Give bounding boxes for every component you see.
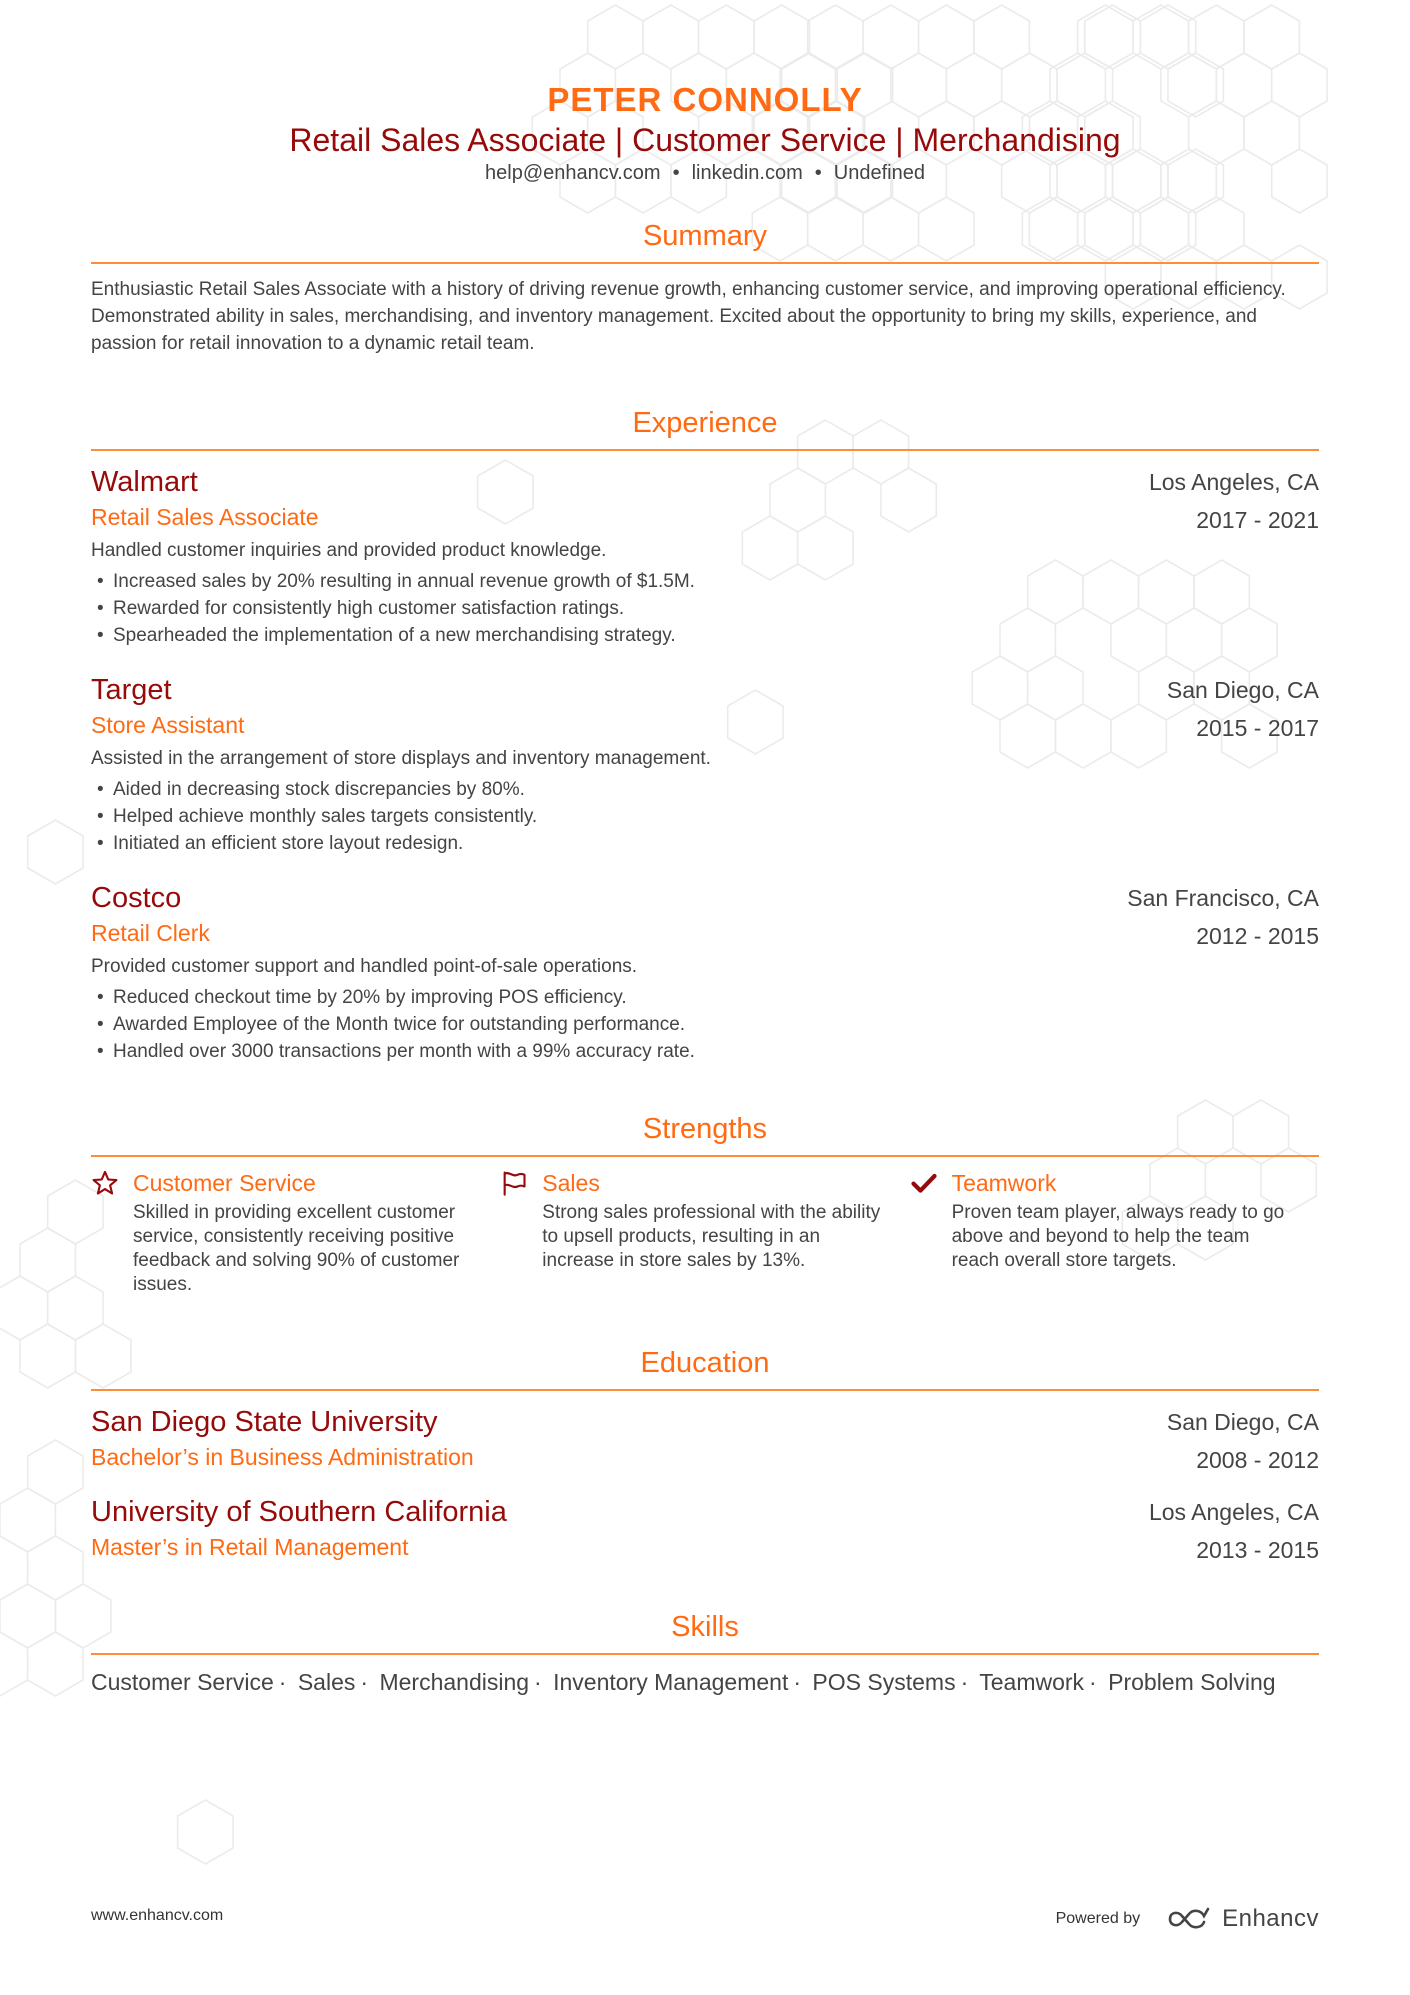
strength-description: Proven team player, always ready to go above and beyond to help the team reach overall store targets.	[951, 1202, 1285, 1271]
strengths-list	[91, 1167, 1319, 1297]
candidate-title: Retail Sales Associate | Customer Service | Merchandising	[289, 122, 1121, 158]
hexagon-shape	[0, 1632, 28, 1696]
strength-title: Teamwork	[951, 1170, 1057, 1196]
education-meta	[1167, 1403, 1319, 1479]
school-name: University of Southern California	[91, 1496, 507, 1528]
section-heading: Education	[640, 1347, 770, 1379]
skill-separator: ·	[960, 1669, 969, 1695]
strength-item	[91, 1167, 500, 1297]
candidate-name: PETER CONNOLLY	[547, 81, 863, 118]
job-dates: 2017 - 2021	[1196, 507, 1319, 533]
education-section	[91, 1343, 1319, 1563]
strength-description: Skilled in providing excellent customer service, consistently receiving positive feedback and solving 90% of customer issues.	[133, 1202, 460, 1295]
job-location: San Diego, CA	[1166, 677, 1319, 703]
skill-item: Teamwork	[979, 1669, 1085, 1695]
achievement-bullet: • Increased sales by 20% resulting in annual revenue growth of $1.5M.	[91, 568, 1319, 595]
education-list	[91, 1403, 1319, 1563]
strengths-section	[91, 1109, 1319, 1297]
email-link[interactable]: help@enhancv.com	[485, 162, 661, 184]
job-dates: 2012 - 2015	[1196, 923, 1319, 949]
education-entry	[91, 1403, 1319, 1473]
company-name: Walmart	[91, 466, 198, 498]
star-icon	[91, 1167, 133, 1199]
job-description: Provided customer support and handled point-of-sale operations.	[91, 956, 638, 977]
education-dates: 2013 - 2015	[1196, 1537, 1319, 1563]
section-divider	[91, 1155, 1319, 1157]
strength-body	[133, 1167, 480, 1297]
flag-icon	[500, 1167, 542, 1199]
hexagon-shape	[0, 1488, 55, 1552]
checkmark-icon	[910, 1167, 952, 1199]
separator-dot: •	[814, 162, 822, 184]
company-name: Target	[91, 674, 172, 706]
achievement-bullet: • Initiated an efficient store layout redesign.	[91, 830, 1319, 857]
hexagon-shape	[28, 1632, 83, 1696]
experience-entry	[91, 671, 1319, 857]
hexagon-shape	[178, 1800, 233, 1864]
job-title: Retail Clerk	[91, 920, 210, 946]
skill-item: Customer Service	[91, 1669, 274, 1695]
hexagon-shape	[20, 1324, 75, 1388]
entry-meta	[1127, 879, 1319, 955]
entry-header	[91, 463, 1319, 533]
section-heading: Summary	[642, 220, 768, 252]
linkedin-link[interactable]: linkedin.com	[691, 162, 803, 184]
skill-item: Sales	[297, 1669, 356, 1695]
section-heading: Strengths	[642, 1113, 768, 1145]
summary-text: Enthusiastic Retail Sales Associate with a history of driving revenue growth, enhancing customer service, and improving operational efficiency. Demonstrated ability in sales, merchandising, and inventory management. Excited about the opportunity to bring my skills, experience, and passion for retail innovation to a dynamic retail team.	[91, 279, 1286, 354]
strength-title: Sales	[542, 1170, 600, 1196]
strength-description: Strong sales professional with the ability to upsell products, resulting in an increase in store sales by 13%.	[542, 1202, 881, 1271]
skill-separator: ·	[534, 1669, 542, 1695]
hexagon-shape	[28, 1536, 83, 1600]
resume-header	[91, 0, 1319, 186]
hexagon-shape	[0, 1584, 55, 1648]
section-divider	[91, 1389, 1319, 1391]
skill-separator: ·	[793, 1669, 802, 1695]
job-title: Retail Sales Associate	[91, 504, 319, 530]
experience-list	[91, 463, 1319, 1065]
skill-item: Inventory Management	[553, 1669, 789, 1695]
strength-item	[910, 1167, 1319, 1297]
entry-meta	[1167, 671, 1319, 747]
achievement-bullet: • Helped achieve monthly sales targets consistently.	[91, 803, 1319, 830]
hexagon-shape	[28, 820, 83, 884]
resume-page	[91, 0, 1319, 1699]
skill-separator: ·	[1089, 1669, 1097, 1695]
hexagon-shape	[20, 1228, 75, 1292]
footer-website-link[interactable]: www.enhancv.com	[91, 1907, 224, 1924]
contact-line	[91, 160, 1319, 186]
achievement-bullet: • Spearheaded the implementation of a new merchandising strategy.	[91, 622, 1319, 649]
brand-name: Enhancv	[1222, 1905, 1319, 1932]
section-heading: Skills	[671, 1611, 739, 1643]
strength-item	[500, 1167, 909, 1297]
education-meta	[1149, 1493, 1319, 1569]
section-divider	[91, 1653, 1319, 1655]
page-footer	[91, 1905, 1319, 1935]
school-name: San Diego State University	[91, 1406, 438, 1438]
job-description: Assisted in the arrangement of store displays and inventory management.	[91, 748, 711, 769]
section-divider	[91, 262, 1319, 264]
powered-by-block	[1056, 1905, 1319, 1933]
strength-body	[542, 1167, 889, 1297]
hexagon-shape	[0, 1276, 48, 1340]
skill-item: Problem Solving	[1108, 1669, 1276, 1695]
section-divider	[91, 449, 1319, 451]
job-dates: 2015 - 2017	[1196, 715, 1319, 741]
powered-by-label: Powered by	[1055, 1910, 1141, 1927]
achievement-bullet: • Awarded Employee of the Month twice for outstanding performance.	[91, 1011, 1319, 1038]
summary-section	[91, 216, 1319, 357]
separator-dot: •	[672, 162, 680, 184]
skill-item: Merchandising	[379, 1669, 530, 1695]
experience-entry	[91, 879, 1319, 1065]
skill-item: POS Systems	[812, 1669, 956, 1695]
skill-separator: ·	[360, 1669, 369, 1695]
job-description: Handled customer inquiries and provided product knowledge.	[91, 540, 607, 561]
job-title: Store Assistant	[91, 712, 245, 738]
achievement-list	[91, 568, 1319, 649]
achievement-list	[91, 776, 1319, 857]
education-location: Los Angeles, CA	[1148, 1499, 1319, 1525]
strength-body	[952, 1167, 1299, 1297]
degree-name: Bachelor’s in Business Administration	[91, 1444, 474, 1470]
skills-list	[91, 1665, 1319, 1699]
skill-separator: ·	[278, 1669, 287, 1695]
section-heading: Experience	[632, 407, 778, 439]
skills-section	[91, 1607, 1319, 1699]
location-text: Undefined	[833, 162, 925, 184]
experience-entry	[91, 463, 1319, 649]
entry-header	[91, 879, 1319, 949]
degree-name: Master’s in Retail Management	[91, 1534, 409, 1560]
achievement-bullet: • Aided in decreasing stock discrepancies by 80%.	[91, 776, 1319, 803]
entry-header	[91, 671, 1319, 741]
job-location: Los Angeles, CA	[1148, 469, 1319, 495]
education-dates: 2008 - 2012	[1196, 1447, 1319, 1473]
entry-meta	[1149, 463, 1319, 539]
education-entry	[91, 1493, 1319, 1563]
strength-title: Customer Service	[133, 1170, 316, 1196]
achievement-list	[91, 984, 1319, 1065]
achievement-bullet: • Reduced checkout time by 20% by improving POS efficiency.	[91, 984, 1319, 1011]
enhancv-logo-icon	[1166, 1907, 1212, 1931]
company-name: Costco	[91, 882, 182, 914]
achievement-bullet: • Handled over 3000 transactions per month with a 99% accuracy rate.	[91, 1038, 1319, 1065]
education-location: San Diego, CA	[1166, 1409, 1319, 1435]
hexagon-shape	[0, 1536, 28, 1600]
hexagon-shape	[28, 1440, 83, 1504]
experience-section	[91, 403, 1319, 1065]
job-location: San Francisco, CA	[1127, 885, 1319, 911]
achievement-bullet: • Rewarded for consistently high customer satisfaction ratings.	[91, 595, 1319, 622]
